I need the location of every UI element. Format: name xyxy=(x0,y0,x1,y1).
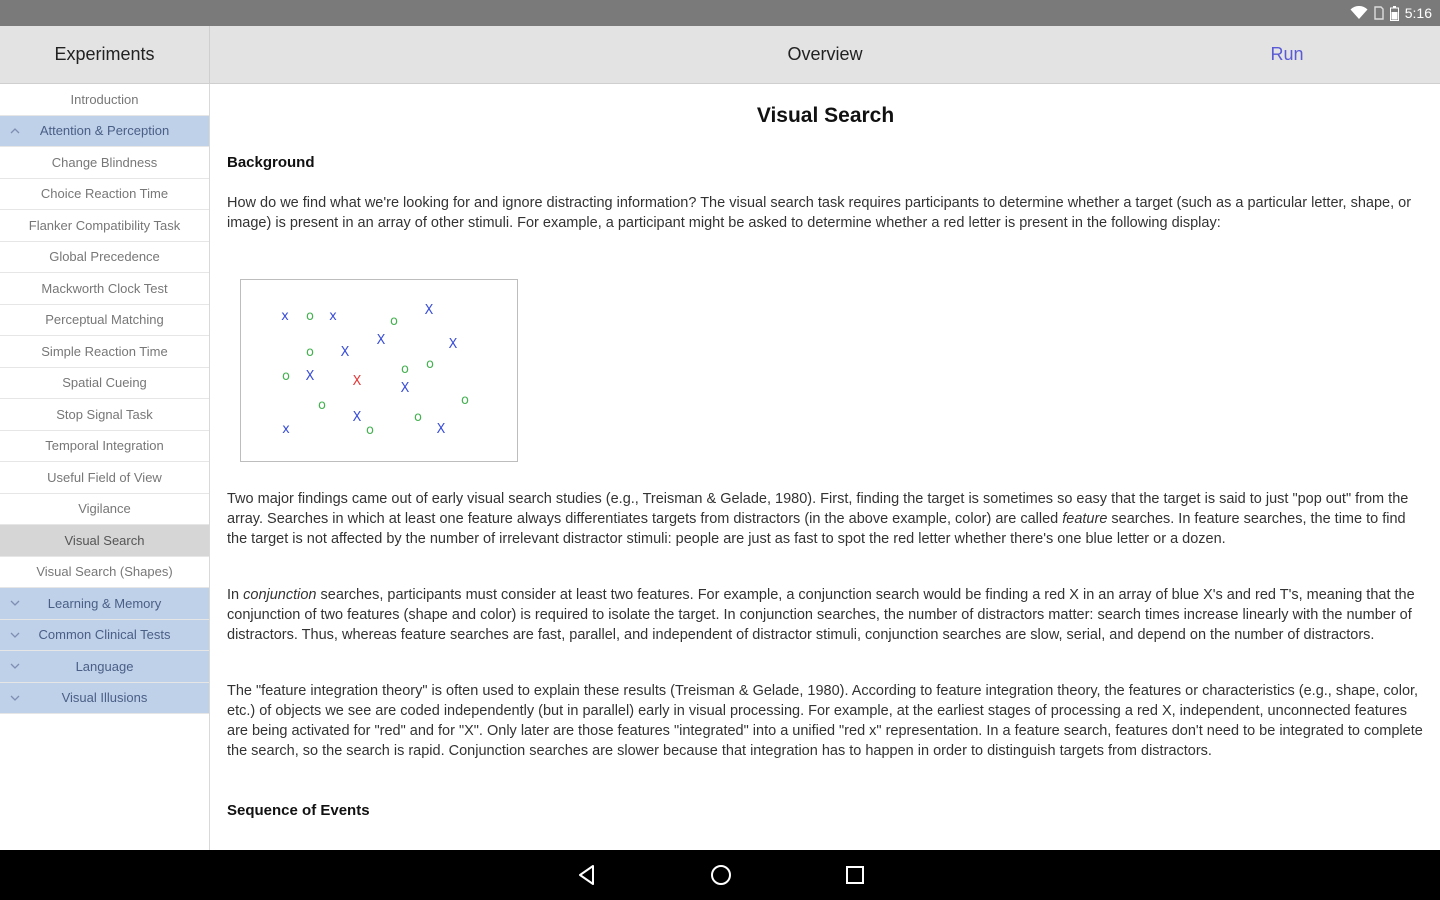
distractor-stimulus: x xyxy=(329,309,337,324)
distractor-stimulus: o xyxy=(366,423,374,438)
sidebar-group-visual-illusions[interactable] xyxy=(0,683,209,715)
distractor-stimulus: X xyxy=(376,333,386,348)
back-icon[interactable] xyxy=(575,863,599,887)
app-bar xyxy=(0,26,1440,84)
sidebar-item-label: Attention & Perception xyxy=(39,123,170,139)
experiments-sidebar xyxy=(0,84,210,850)
paragraph-intro: How do we find what we're looking for and ignore distracting information? The visual search task requires participants to determine whether a target (such as a particular letter, shape, or image) is present in an array of other stimuli. For example, a participant might be asked to determine whether a red letter is present in the following display: xyxy=(227,195,1412,231)
paragraph-feature-search xyxy=(227,489,1423,549)
sidebar-item-label: Vigilance xyxy=(78,501,131,517)
overview-content xyxy=(211,84,1440,850)
distractor-stimulus: X xyxy=(400,381,410,396)
sidebar-item-choice-reaction-time[interactable] xyxy=(0,179,209,211)
sidebar-group-language[interactable] xyxy=(0,651,209,683)
distractor-stimulus: o xyxy=(306,345,314,360)
status-bar xyxy=(0,0,1440,26)
paragraph-3-text: In xyxy=(227,587,244,603)
sidebar-item-label: Simple Reaction Time xyxy=(41,343,168,359)
sidebar-item-flanker-compatibility-task[interactable] xyxy=(0,210,209,242)
clock-time: 5:16 xyxy=(1404,5,1432,21)
paragraph-feature-integration: The "feature integration theory" is often used to explain these results (Treisman & Gelade, 1980). According to feature integration theory, the features or characteristics (e.g., shape, color, etc.) of objects we see are coded independently (but in parallel) early in visual processing. For example, at the earliest stages of processing a red X, independent, unconnected features are being activated for "red" and for "X". Only later are those features "integrated" into a unified "red x" representation. In a feature search, features don't need to be integrated to complete the search, so the search is rapid. Conjunction searches are slower because that integration has to happen in order to distinguish targets from distractors. xyxy=(227,683,1423,759)
paragraph-2-text-end: searches. In feature searches, the time to find the target is not affected by the number of irrelevant distractor stimuli: people are just as fast to spot the red letter whether there's one blue letter or a dozen. xyxy=(227,511,1406,547)
sidebar-item-visual-search-shapes[interactable] xyxy=(0,557,209,589)
sidebar-item-change-blindness[interactable] xyxy=(0,147,209,179)
distractor-stimulus: o xyxy=(282,369,290,384)
sidebar-item-temporal-integration[interactable] xyxy=(0,431,209,463)
sidebar-item-label: Flanker Compatibility Task xyxy=(28,217,181,233)
paragraph-2-text: Two major findings came out of early visual search studies (e.g., Treisman & Gelade, 1980). First, finding the target is sometimes so easy that the target is said to just "pop out" from the array. Searches in which at least one feature always differentiates targets from distractors (in the above example, color) are called xyxy=(227,491,1409,527)
chevron-down-icon xyxy=(10,598,20,608)
sidebar-item-label: Mackworth Clock Test xyxy=(41,280,168,296)
paragraph-conjunction-search xyxy=(227,585,1423,645)
sidebar-item-useful-field-of-view[interactable] xyxy=(0,462,209,494)
sidebar-item-label: Stop Signal Task xyxy=(56,406,153,422)
sidebar-item-label: Useful Field of View xyxy=(47,469,162,485)
sidebar-item-spatial-cueing[interactable] xyxy=(0,368,209,400)
page-title: Visual Search xyxy=(756,104,895,127)
chevron-down-icon xyxy=(10,630,20,640)
chevron-down-icon xyxy=(10,693,20,703)
distractor-stimulus: o xyxy=(414,410,422,425)
sidebar-group-common-clinical-tests[interactable] xyxy=(0,620,209,652)
sidebar-item-label: Choice Reaction Time xyxy=(40,186,169,202)
distractor-stimulus: X xyxy=(340,345,350,360)
sidebar-item-mackworth-clock-test[interactable] xyxy=(0,273,209,305)
distractor-stimulus: o xyxy=(401,362,409,377)
paragraph-2-emphasis: feature xyxy=(1062,511,1108,527)
sidebar-item-label: Visual Search (Shapes) xyxy=(36,564,173,580)
chevron-down-icon xyxy=(10,661,20,671)
page-header-title: Overview xyxy=(787,44,863,64)
sidebar-item-label: Visual Search xyxy=(64,532,145,548)
distractor-stimulus: o xyxy=(306,309,314,324)
sidebar-item-label: Spatial Cueing xyxy=(62,375,147,391)
distractor-stimulus: x xyxy=(281,309,289,324)
background-heading: Background xyxy=(227,154,315,171)
distractor-stimulus: X xyxy=(352,410,362,425)
target-stimulus: X xyxy=(352,374,362,389)
sidebar-item-label: Language xyxy=(75,658,134,674)
sequence-heading: Sequence of Events xyxy=(227,802,370,819)
sidebar-item-label: Learning & Memory xyxy=(47,595,162,611)
distractor-stimulus: X xyxy=(424,303,434,318)
sidebar-item-label: Common Clinical Tests xyxy=(38,627,171,643)
sidebar-item-label: Introduction xyxy=(70,91,139,107)
sidebar-item-visual-search[interactable] xyxy=(0,525,209,557)
stimulus-array xyxy=(241,280,517,461)
sidebar-item-label: Global Precedence xyxy=(49,249,160,265)
distractor-stimulus: X xyxy=(448,337,458,352)
distractor-stimulus: x xyxy=(282,422,290,437)
distractor-stimulus: o xyxy=(390,314,398,329)
distractor-stimulus: o xyxy=(426,357,434,372)
sidebar-item-perceptual-matching[interactable] xyxy=(0,305,209,337)
sidebar-group-learning-memory[interactable] xyxy=(0,588,209,620)
visual-search-example-figure xyxy=(240,279,518,462)
sidebar-item-label: Perceptual Matching xyxy=(45,312,164,328)
distractor-stimulus: X xyxy=(305,369,315,384)
wifi-icon xyxy=(1350,6,1368,20)
sidebar-item-vigilance[interactable] xyxy=(0,494,209,526)
status-icons xyxy=(1350,3,1432,23)
home-icon[interactable] xyxy=(709,863,733,887)
sidebar-item-label: Temporal Integration xyxy=(45,438,164,454)
battery-icon xyxy=(1390,6,1399,21)
paragraph-3-text-end: searches, participants must consider at least two features. For example, a conjunction search would be finding a red X in an array of blue X's and red T's, meaning that the conjunction of two features (shape and color) is required to isolate the target. In conjunction searches, the number of distractors matter: search times increase linearly with the number of distractors. Thus, whereas feature searches are fast, parallel, and independent of distractor stimuli, conjunction searches are slow, serial, and depend on the number of distractors. xyxy=(227,587,1415,643)
sidebar-item-global-precedence[interactable] xyxy=(0,242,209,274)
navigation-bar xyxy=(0,850,1440,900)
run-button[interactable]: Run xyxy=(1270,44,1304,64)
sim-icon xyxy=(1374,6,1384,20)
sidebar-item-label: Visual Illusions xyxy=(61,690,148,706)
sidebar-item-introduction[interactable] xyxy=(0,84,209,116)
chevron-up-icon xyxy=(10,126,20,136)
sidebar-item-stop-signal-task[interactable] xyxy=(0,399,209,431)
sidebar-title: Experiments xyxy=(0,26,210,83)
distractor-stimulus: o xyxy=(461,393,469,408)
sidebar-group-attention-perception[interactable] xyxy=(0,116,209,148)
sidebar-item-simple-reaction-time[interactable] xyxy=(0,336,209,368)
paragraph-3-emphasis: conjunction xyxy=(243,587,317,603)
recents-icon[interactable] xyxy=(843,863,867,887)
distractor-stimulus: o xyxy=(318,398,326,413)
sidebar-item-label: Change Blindness xyxy=(51,154,158,170)
distractor-stimulus: X xyxy=(436,422,446,437)
